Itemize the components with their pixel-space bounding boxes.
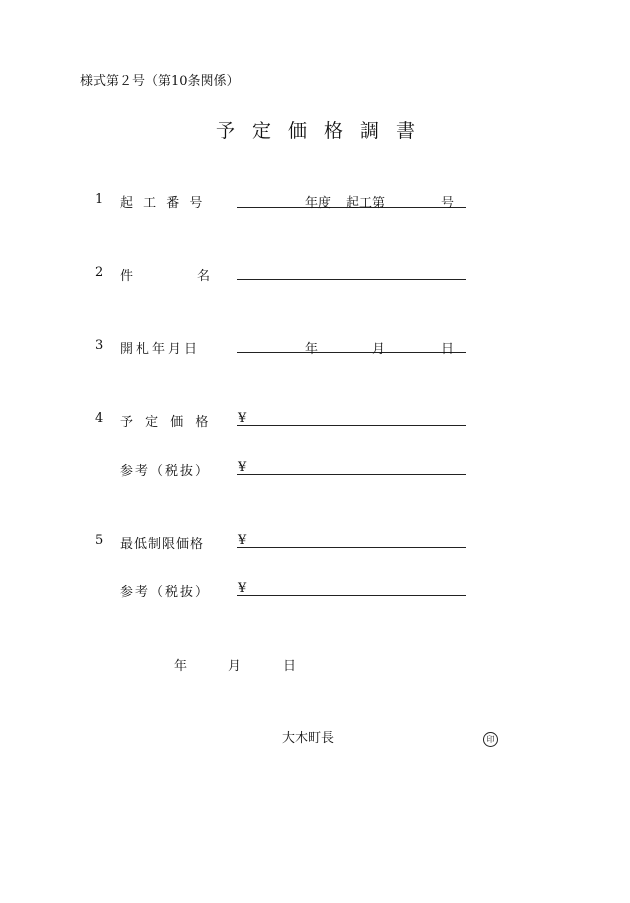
item-1-kiko-label: 起工第 (346, 196, 386, 211)
item-4-sub-label: 参考（税抜） (120, 464, 211, 479)
seal-icon: 印 (483, 727, 498, 747)
footer-year: 年 (174, 659, 188, 674)
item-2-label: 件 (120, 269, 134, 284)
item-4-yen: ¥ (238, 411, 247, 426)
item-5-number: 5 (95, 533, 104, 548)
item-3-year: 年 (305, 342, 319, 357)
item-3-field-line[interactable] (237, 352, 466, 353)
item-4-number: 4 (95, 411, 104, 426)
item-2-field-line[interactable] (237, 279, 466, 280)
item-2-label-tail: 名 (197, 269, 211, 284)
item-4-sub-field-line[interactable] (237, 474, 466, 475)
item-5-sub-yen: ¥ (238, 581, 247, 596)
item-1-go-label: 号 (441, 196, 455, 211)
item-3-number: 3 (95, 338, 104, 353)
item-3-day: 日 (441, 342, 455, 357)
page-title: 予定価格調書 (216, 120, 433, 142)
footer-month: 月 (228, 659, 242, 674)
item-5-label: 最低制限価格 (120, 537, 205, 552)
item-5-sub-field-line[interactable] (237, 595, 466, 596)
item-4-label: 予 定 価 格 (120, 415, 213, 430)
item-1-year-label: 年度 (305, 196, 332, 211)
item-1-number: 1 (95, 192, 104, 207)
item-3-month: 月 (372, 342, 386, 357)
item-3-label: 開札年月日 (120, 342, 201, 357)
item-5-sub-label: 参考（税抜） (120, 585, 211, 600)
footer-day: 日 (283, 659, 297, 674)
item-5-yen: ¥ (238, 533, 247, 548)
item-2-number: 2 (95, 265, 104, 280)
item-4-field-line[interactable] (237, 425, 466, 426)
item-5-field-line[interactable] (237, 547, 466, 548)
form-number: 様式第２号（第10条関係） (80, 74, 240, 89)
item-1-label: 起 工 番 号 (120, 196, 206, 211)
signer-name: 大木町長 (282, 731, 335, 746)
item-4-sub-yen: ¥ (238, 460, 247, 475)
